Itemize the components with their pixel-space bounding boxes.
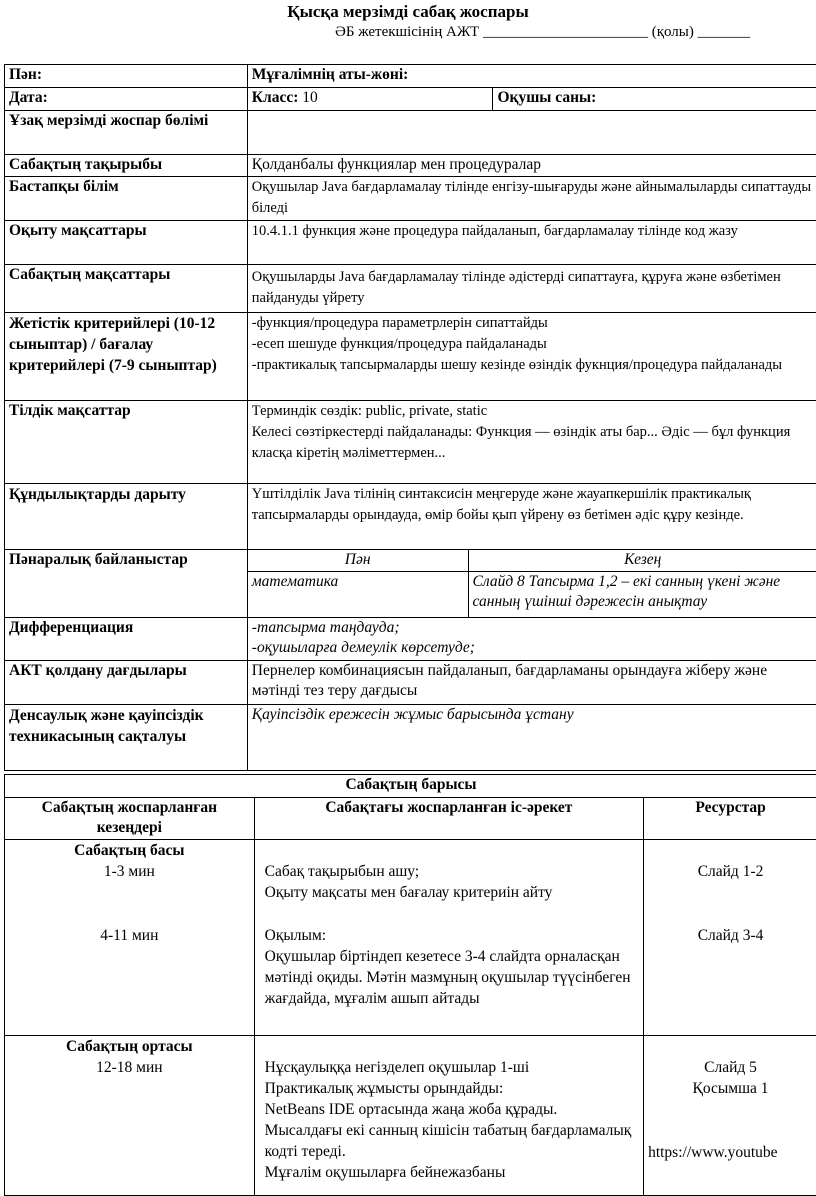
start-resource-2: Слайд 3-4	[648, 925, 813, 946]
row-progress-title	[5, 775, 816, 798]
start-activity-2a: Оқылым:	[265, 925, 639, 946]
topic-label: Сабақтың тақырыбы	[5, 155, 248, 177]
row-ict	[5, 661, 816, 705]
prior-value: Оқушылар Java бағдарламалау тілінде енгізу-шығаруды және айнымалыларды сипаттауды біледі	[247, 177, 816, 221]
diff-values	[247, 618, 816, 661]
col-resources-header: Ресурстар	[644, 798, 816, 840]
middle-stage	[5, 1036, 255, 1196]
middle-activity	[254, 1036, 643, 1196]
col-stage-header: Сабақтың жоспарланған кезеңдері	[5, 798, 255, 840]
start-time-2: 4-11 мин	[9, 925, 250, 946]
topic-value: Қолданбалы функциялар мен процедуралар	[247, 155, 816, 177]
start-activity-1b: Оқыту мақсаты мен бағалау критериін айту	[265, 882, 639, 903]
criteria-item: -есеп шешуде функция/процедура пайдаланады	[252, 334, 813, 355]
start-activity-2b: Оқушылар біртіндеп кезетесе 3-4 слайдта орналасқан мәтінді оқиды. Мәтін мазмұның оқушылар түүсінбеген жағдайда, мұғалім ашып айтады	[265, 946, 639, 1009]
row-prior	[5, 177, 816, 221]
start-stage	[5, 840, 255, 1036]
middle-title: Сабақтың ортасы	[9, 1036, 250, 1057]
learning-obj-label: Оқыту мақсаттары	[5, 221, 248, 265]
middle-resource-slide: Слайд 5	[648, 1057, 813, 1078]
language-values	[247, 401, 816, 484]
start-activity-1a: Сабақ тақырыбын ашу;	[265, 861, 639, 882]
row-cross-head	[5, 550, 816, 572]
subject-label: Пән:	[5, 65, 248, 88]
long-term-value	[247, 111, 816, 155]
progress-title: Сабақтың барысы	[5, 775, 816, 798]
start-resources	[644, 840, 816, 1036]
ict-value: Пернелер комбинациясын пайдаланып, бағдарламаны орындауға жіберу және мәтінді тез теру дағдысы	[247, 661, 816, 705]
row-learning-obj	[5, 221, 816, 265]
row-language	[5, 401, 816, 484]
middle-resources	[644, 1036, 816, 1196]
lesson-obj-label: Сабақтың мақсаттары	[5, 265, 248, 313]
start-activity	[254, 840, 643, 1036]
row-subject	[5, 65, 816, 88]
row-progress-head	[5, 798, 816, 840]
cross-head-subject: Пән	[247, 550, 468, 572]
col-activity-header: Сабақтағы жоспарланған іс-әрекет	[254, 798, 643, 840]
criteria-label: Жетістік критерийлері (10-12 сыныптар) / бағалау критерийлері (7-9 сыныптар)	[5, 313, 248, 401]
document-title: Қысқа мерзімді сабақ жоспары	[0, 2, 816, 22]
criteria-values	[247, 313, 816, 401]
diff-item: -оқушыларға демеулік көрсетуде;	[252, 638, 813, 658]
diff-label: Дифференциация	[5, 618, 248, 661]
middle-resource-link[interactable]: https://www.youtube	[648, 1142, 813, 1163]
long-term-label: Ұзақ мерзімді жоспар бөлімі	[5, 111, 248, 155]
students-label: Оқушы саны:	[493, 88, 816, 111]
lesson-obj-value: Оқушыларды Java бағдарламалау тілінде әдістерді сипаттауға, құруға және өзбетімен пайдануды үйрету	[247, 265, 816, 313]
middle-activity-line: Практикалық жұмысты орындайды:	[265, 1078, 639, 1099]
cross-subject: математика	[247, 572, 468, 618]
prior-label: Бастапқы білім	[5, 177, 248, 221]
values-value: Үштілділік Java тілінің синтаксисін меңгеруде және жауапкершілік практикалық тапсырмаларды орындауда, өмір бойы қып үйрену өз бетімен әдіс құру кезінде.	[247, 484, 816, 550]
class-cell	[247, 88, 493, 111]
diff-item: -тапсырма таңдауда;	[252, 618, 813, 638]
learning-obj-value: 10.4.1.1 функция және процедура пайдаланып, бағдарламалау тілінде код жазу	[247, 221, 816, 265]
values-label: Құндылықтарды дарыту	[5, 484, 248, 550]
date-label: Дата:	[5, 88, 248, 111]
lesson-progress-table	[4, 774, 816, 1196]
middle-activity-line: Нұсқаулыққа негізделеп оқушылар 1-ші	[265, 1057, 639, 1078]
health-label: Денсаулық және қауіпсіздік техникасының сақталуы	[5, 705, 248, 771]
class-value: 10	[298, 89, 317, 106]
language-phrases: Келесі сөзтіркестерді пайдаланады: Функция — өзіндік аты бар... Әдіс — бұл функция класқа кіретің мәліметтермен...	[252, 422, 813, 464]
criteria-item: -практикалық тапсырмаларды шешу кезінде өзіндік фукнция/процедура пайдаланады	[252, 355, 813, 376]
approval-line: ӘБ жетекшісінің АЖТ ______________________ (қолы) _______	[335, 24, 750, 41]
row-criteria	[5, 313, 816, 401]
row-long-term	[5, 111, 816, 155]
row-start	[5, 840, 816, 1036]
health-value: Қауіпсіздік ережесін жұмыс барысында ұстану	[247, 705, 816, 771]
language-terms: Терминдік сөздік: public, private, static	[252, 401, 813, 422]
cross-head-stage: Кезең	[468, 550, 816, 572]
middle-activity-line: Мұғалім оқушыларға бейнежазбаны	[265, 1162, 639, 1183]
middle-activity-line: Мысалдағы екі санның кішісін табатың бағдарламалық кодті тереді.	[265, 1120, 639, 1162]
middle-resource-appendix: Қосымша 1	[648, 1078, 813, 1099]
start-resource-1: Слайд 1-2	[648, 861, 813, 882]
cross-label: Пәнаралық байланыстар	[5, 550, 248, 618]
row-topic	[5, 155, 816, 177]
teacher-label: Мұғалімнің аты-жөні:	[247, 65, 816, 88]
class-label: Класс:	[252, 89, 299, 106]
lesson-info-table	[4, 64, 816, 771]
middle-activity-line: NetBeans IDE ортасында жаңа жоба құрады.	[265, 1099, 639, 1120]
row-lesson-obj	[5, 265, 816, 313]
criteria-item: -функция/процедура параметрлерін сипаттайды	[252, 313, 813, 334]
row-middle	[5, 1036, 816, 1196]
language-label: Тілдік мақсаттар	[5, 401, 248, 484]
row-values	[5, 484, 816, 550]
ict-label: АКТ қолдану дағдылары	[5, 661, 248, 705]
cross-stage: Слайд 8 Тапсырма 1,2 – екі санның үкені және санның үшінші дәрежесін анықтау	[468, 572, 816, 618]
row-diff	[5, 618, 816, 661]
start-title: Сабақтың басы	[9, 840, 250, 861]
row-date	[5, 88, 816, 111]
row-health	[5, 705, 816, 771]
start-time-1: 1-3 мин	[9, 861, 250, 882]
middle-time-1: 12-18 мин	[9, 1057, 250, 1078]
